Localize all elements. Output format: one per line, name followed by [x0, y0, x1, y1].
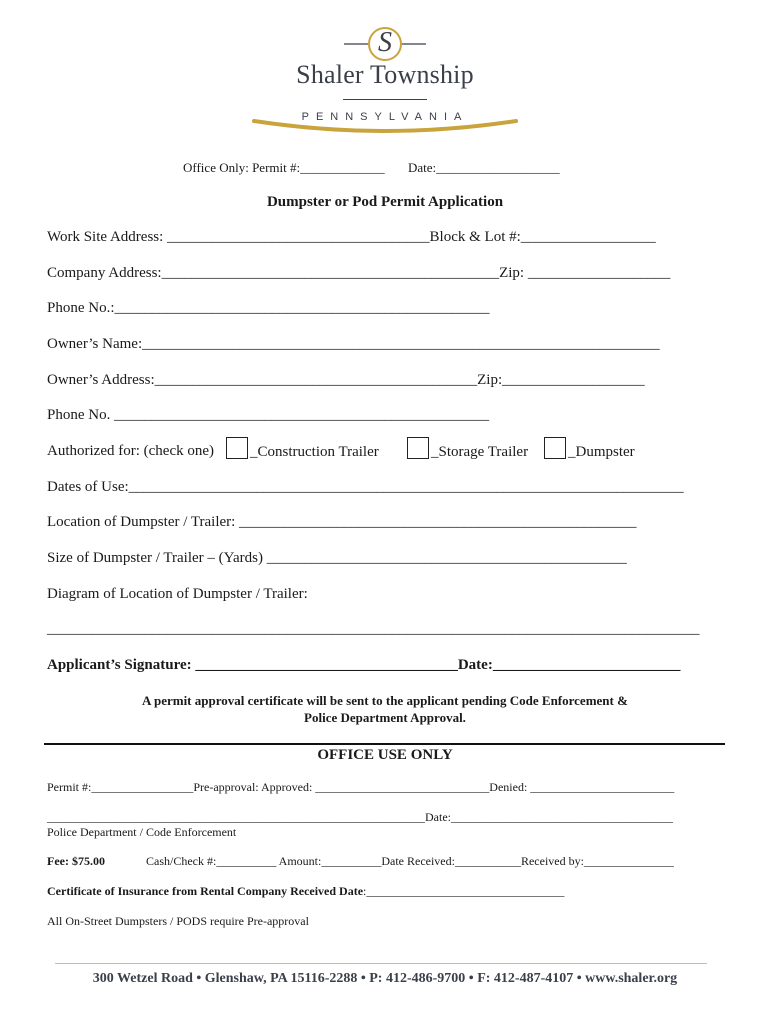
logo-letter: S [378, 27, 392, 58]
office-only-permit: Office Only: Permit #:_____________ [183, 160, 385, 175]
diagram-label: Diagram of Location of Dumpster / Trailer: [47, 586, 308, 602]
work-site-address-field[interactable]: Work Site Address: ___________________________________Block & Lot #:__________________ [47, 229, 656, 245]
office-divider [44, 743, 725, 745]
applicant-signature-field[interactable]: Applicant’s Signature: ___________________________________Date:_________________________ [47, 657, 681, 673]
footer-address: 300 Wetzel Road • Glenshaw, PA 15116-2288 • P: 412-486-9700 • F: 412-487-4107 • www.shaler.org [92, 971, 678, 986]
option-dumpster[interactable] [544, 437, 635, 461]
notice-line-2: Police Department Approval. [304, 710, 466, 725]
police-label: Police Department / Code Enforcement [47, 825, 237, 839]
form-title: Dumpster or Pod Permit Application [266, 194, 504, 210]
storage-label: _Storage Trailer [431, 444, 529, 460]
size-field[interactable]: Size of Dumpster / Trailer – (Yards) ________________________________________________ [47, 550, 627, 566]
option-construction-trailer[interactable] [226, 437, 379, 461]
location-field[interactable]: Location of Dumpster / Trailer: _____________________________________________________ [47, 514, 637, 530]
township-name: Shaler Township [296, 60, 474, 89]
insurance-line[interactable]: :_________________________________ [363, 884, 565, 898]
logo-swoosh-icon [250, 115, 520, 137]
owner-address-field[interactable]: Owner’s Address:___________________________________________Zip:___________________ [47, 372, 645, 388]
payment-row[interactable]: Cash/Check #:__________ Amount:__________Date Received:___________Received by:_______________ [146, 854, 674, 868]
dumpster-checkbox[interactable] [544, 437, 566, 459]
office-police-row[interactable]: _______________________________________________________________Date:_____________________________________ [47, 810, 673, 824]
dumpster-label: _Dumpster [568, 444, 635, 460]
insurance-label: Certificate of Insurance from Rental Company Received Date [47, 884, 364, 898]
dates-of-use-field[interactable]: Dates of Use:__________________________________________________________________________ [47, 479, 684, 495]
company-address-field[interactable]: Company Address:_____________________________________________Zip: ___________________ [47, 265, 671, 281]
owner-phone-field[interactable]: Phone No. __________________________________________________ [47, 407, 490, 423]
insurance-row[interactable] [47, 884, 564, 899]
on-street-note: All On-Street Dumpsters / PODS require Pre-approval [47, 914, 309, 928]
diagram-line[interactable]: _______________________________________________________________________________________ [47, 621, 700, 637]
footer-divider [55, 963, 707, 964]
state-name: PENNSYLVANIA [301, 111, 469, 123]
storage-checkbox[interactable] [407, 437, 429, 459]
option-storage-trailer[interactable] [407, 437, 528, 461]
office-only-date: Date:___________________ [408, 160, 560, 175]
construction-checkbox[interactable] [226, 437, 248, 459]
office-use-heading: OFFICE USE ONLY [317, 747, 453, 763]
construction-label: _Construction Trailer [250, 444, 379, 460]
office-permit-row[interactable]: Permit #:_________________Pre-approval: Approved: _____________________________Denied: ________________________ [47, 780, 675, 794]
logo-divider [343, 99, 427, 100]
authorized-label: Authorized for: (check one) [47, 443, 215, 459]
fee-label: Fee: $75.00 [47, 854, 105, 868]
notice-line-1: A permit approval certificate will be sent to the applicant pending Code Enforcement & [142, 693, 628, 708]
owner-name-field[interactable]: Owner’s Name:_____________________________________________________________________ [47, 336, 660, 352]
phone-field[interactable]: Phone No.:__________________________________________________ [47, 300, 490, 316]
